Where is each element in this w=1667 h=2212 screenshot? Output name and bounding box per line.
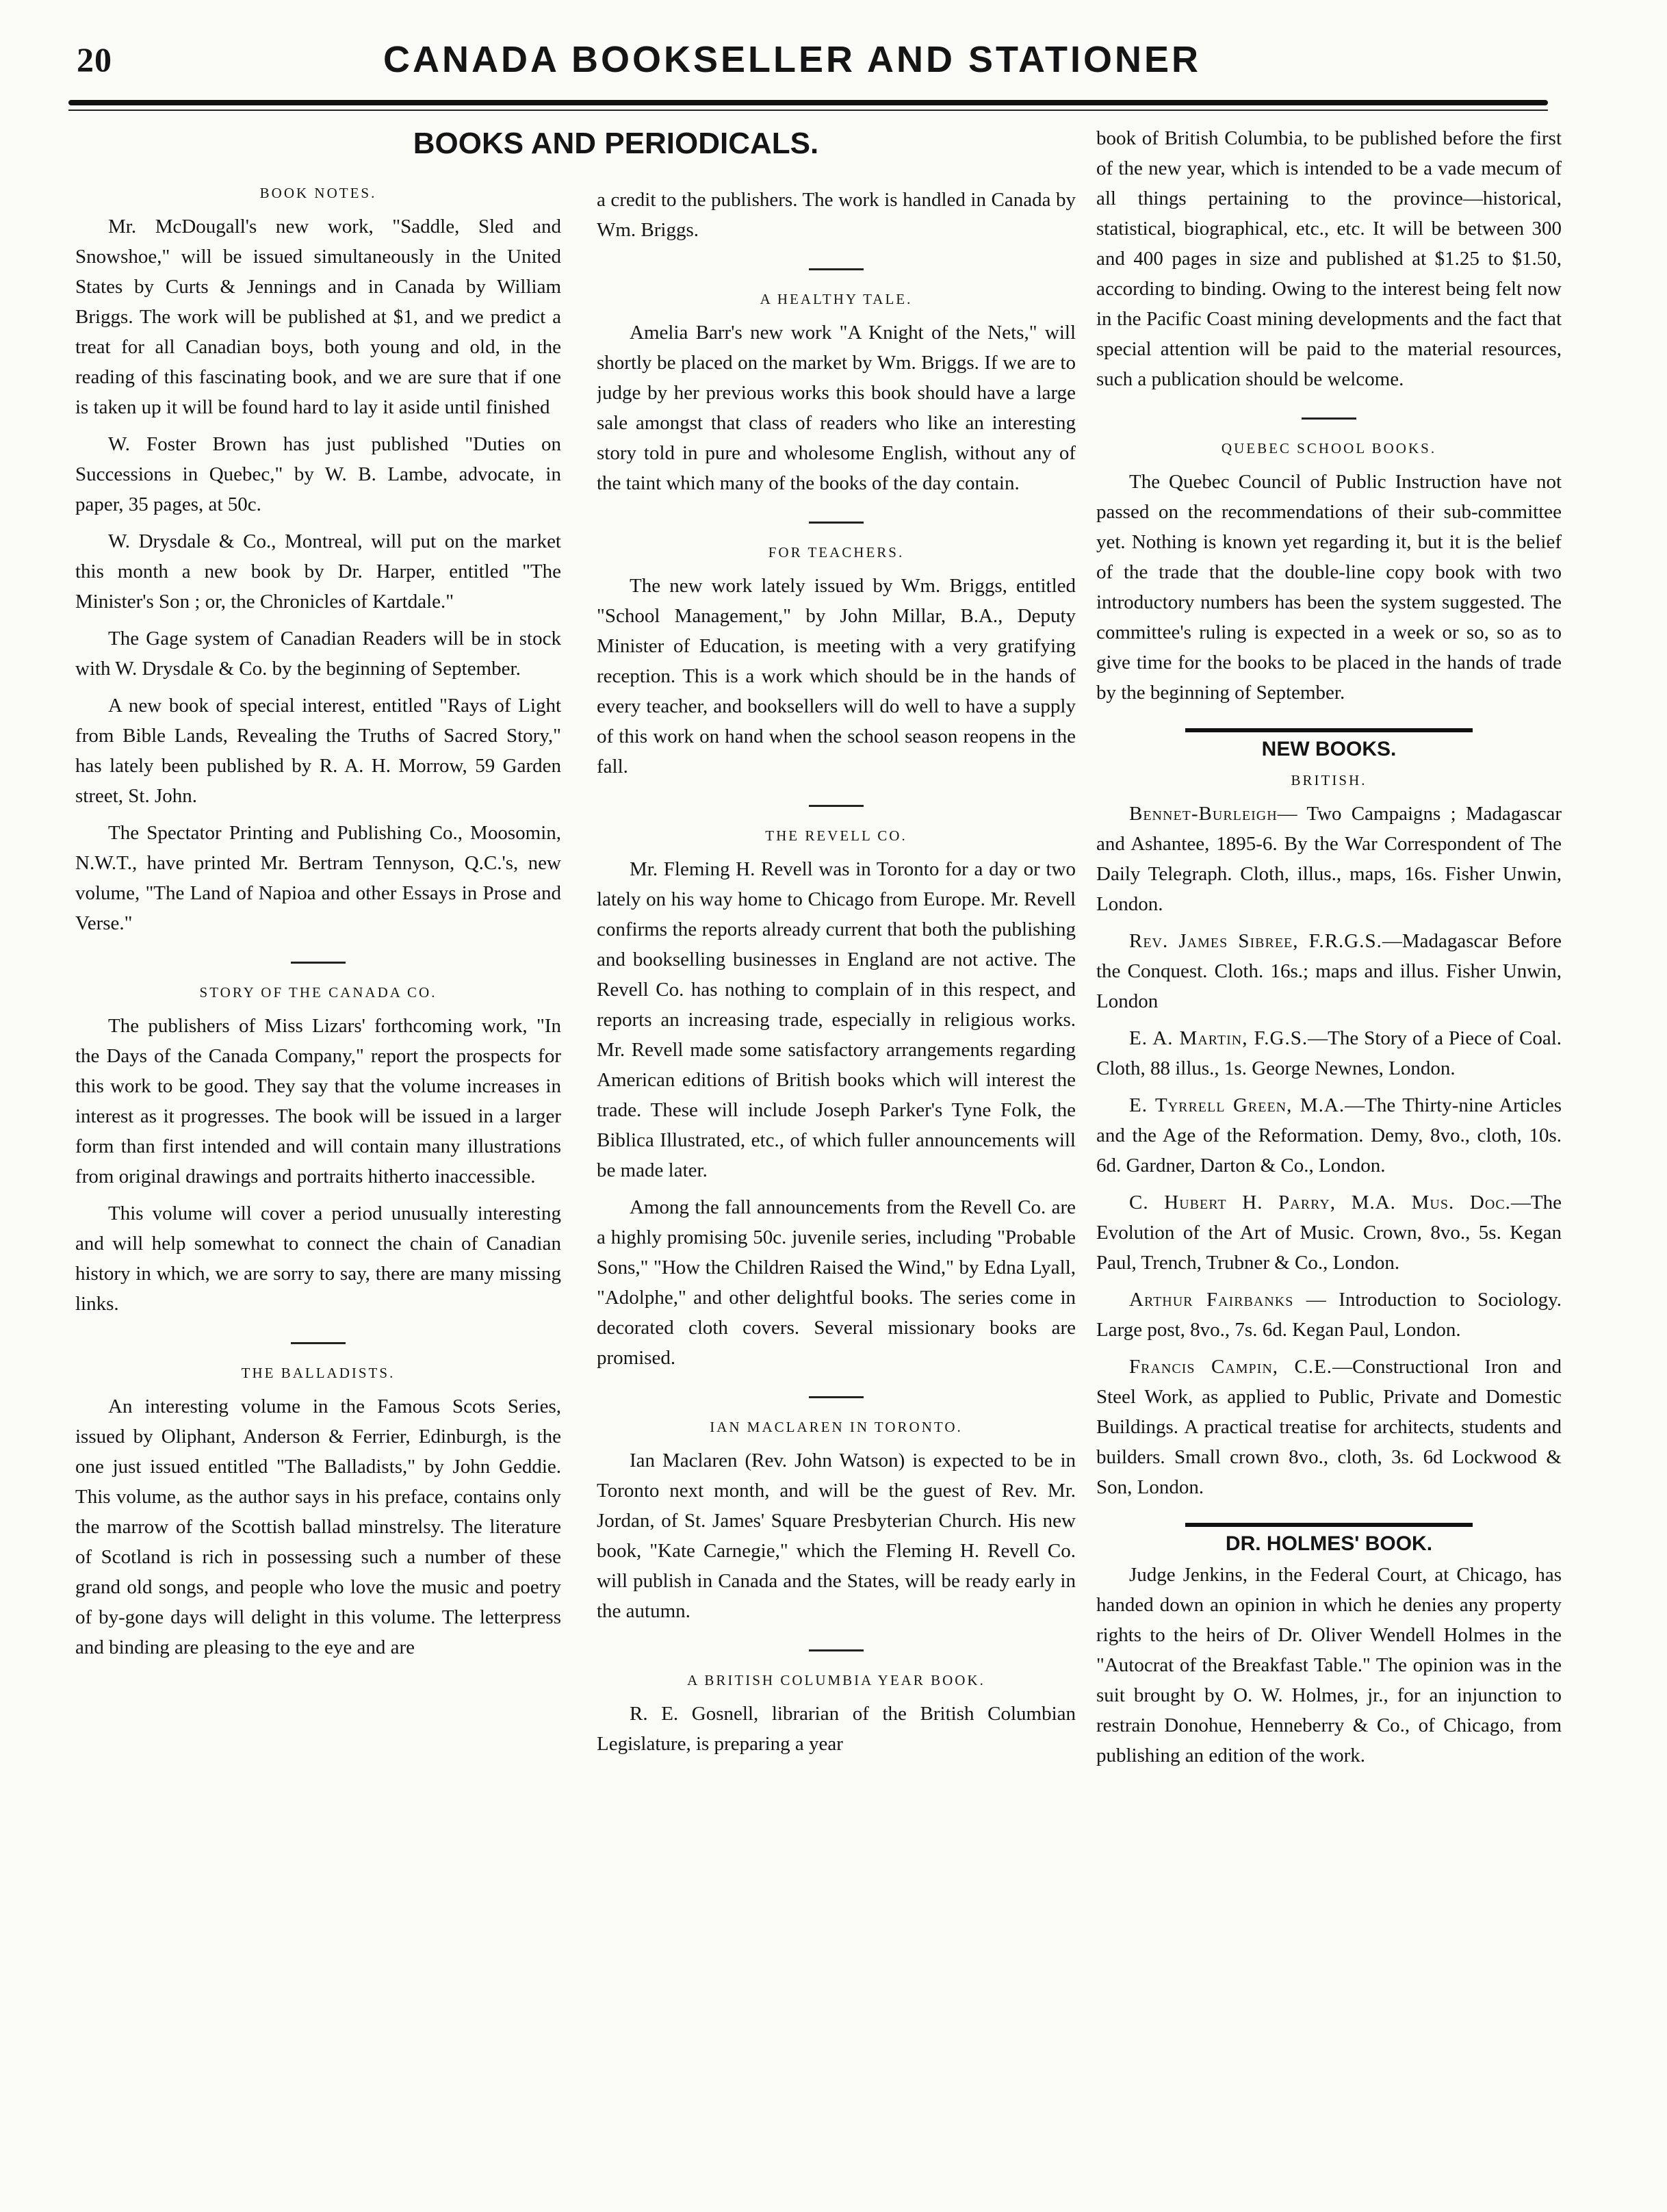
divider [809,1649,864,1651]
book-entry [1096,1090,1562,1181]
paragraph: An interesting volume in the Famous Scots Series, issued by Oliphant, Anderson & Ferrier, Edinburgh, is the one just issued entitled "The Balladists," by John Geddie. This volume, as the author says in his preface, contains only the marrow of the Scottish ballad minstrelsy. The literature of Scotland is rich in possessing such a number of these grand old songs, and people who love the music and poetry of by-gone days will delight in this volume. The letterpress and binding are pleasing to the eye and are [75,1396,561,1658]
book-author: Francis Campin, C.E. [1129,1356,1333,1378]
subhead-book-notes: BOOK NOTES. [259,185,377,201]
subhead-revell: THE REVELL CO. [765,827,907,844]
column-2 [597,185,1076,2178]
paragraph: Amelia Barr's new work "A Knight of the Nets," will shortly be placed on the market by Wm. Briggs. If we are to judge by her previous works this book should have a large sale amongst that class of readers who like an interesting story told in pure and wholesome English, without any of the taint which many of the books of the day contain. [597,322,1076,494]
paragraph: R. E. Gosnell, librarian of the British Columbian Legislature, is preparing a year [597,1703,1076,1755]
subhead-maclaren: IAN MACLAREN IN TORONTO. [710,1419,963,1435]
book-details: —Constructional Iron and Steel Work, as applied to Public, Private and Domestic Buildings. A practical treatise for architects, students and builders. Small crown 8vo., cloth, 3s. 6d Lockwood & Son, London. [1096,1356,1562,1498]
subhead-bc-year-book: A BRITISH COLUMBIA YEAR BOOK. [687,1672,985,1688]
subhead-quebec-school: QUEBEC SCHOOL BOOKS. [1221,440,1437,456]
subhead-for-teachers: FOR TEACHERS. [768,544,905,561]
column-1 [75,185,561,2178]
header-rule-thin [68,110,1548,111]
paragraph: The publishers of Miss Lizars' forthcoming work, "In the Days of the Canada Company," report the prospects for this work to be good. They say that the volume increases in interest as it progresses. The book will be issued in a larger form than first intended and will contain many illustrations from original drawings and portraits hitherto inaccessible. [75,1015,561,1187]
book-details: —The Evolution of the Art of Music. Crown, 8vo., 5s. Kegan Paul, Trench, Trubner & Co., London. [1096,1192,1562,1274]
paragraph-continued: book of British Columbia, to be published before the first of the new year, which is intended to be a vade mecum of all things pertaining to the province—historical, statistical, biographical, etc., etc. It will be between 300 and 400 pages in size and published at $1.25 to $1.50, according to binding. Owing to the interest being felt now in the Pacific Coast mining developments and the fact that special attention will be paid to the material resources, such a publication should be welcome. [1096,127,1562,390]
book-entry [1096,1352,1562,1502]
subhead-canada-co: STORY OF THE CANADA CO. [199,984,437,1001]
book-entry [1096,1023,1562,1083]
divider [291,1342,346,1344]
paragraph: The Quebec Council of Public Instruction have not passed on the recommendations of their sub-committee yet. Nothing is known yet regarding it, but it is the belief of the trade that the double-line copy book with two introductory numbers has been the system suggested. The committee's ruling is expected in a week or so, so as to give time for the books to be placed in the hands of trade by the beginning of September. [1096,471,1562,704]
book-author: E. A. Martin, F.G.S. [1129,1027,1308,1049]
column-3 [1096,123,1562,2178]
book-entry [1096,1285,1562,1345]
book-details: —Madagascar Before the Conquest. Cloth. 16s.; maps and illus. Fisher Unwin, London [1096,930,1562,1012]
header-rule [68,100,1548,105]
book-details: —The Story of a Piece of Coal. Cloth, 88 illus., 1s. George Newnes, London. [1096,1027,1562,1079]
book-entry [1096,1187,1562,1278]
paragraph: Judge Jenkins, in the Federal Court, at Chicago, has handed down an opinion in which he denies any property rights to the heirs of Dr. Oliver Wendell Holmes in the "Autocrat of the Breakfast Table." The opinion was in the suit brought by O. W. Holmes, jr., for an injunction to restrain Donohue, Henneberry & Co., of Chicago, from publishing an edition of the work. [1096,1564,1562,1766]
book-entry [1096,926,1562,1016]
book-author: Rev. James Sibree, F.R.G.S. [1129,930,1382,952]
divider [809,268,864,270]
paragraph: The Spectator Printing and Publishing Co., Moosomin, N.W.T., have printed Mr. Bertram Tennyson, Q.C.'s, new volume, "The Land of Napioa and other Essays in Prose and Verse." [75,822,561,934]
subhead-healthy-tale: A HEALTHY TALE. [760,291,913,307]
paragraph: The new work lately issued by Wm. Briggs, entitled "School Management," by John Millar, B.A., Deputy Minister of Education, is meeting with a very gratifying reception. This is a work which should be in the hands of every teacher, and booksellers will do well to have a supply of this work on hand when the school season reopens in the fall. [597,575,1076,777]
book-entry [1096,799,1562,919]
book-details: — Introduction to Sociology. Large post, 8vo., 7s. 6d. Kegan Paul, London. [1096,1289,1562,1341]
book-author: Arthur Fairbanks [1129,1289,1294,1311]
paragraph: This volume will cover a period unusually interesting and will help somewhat to connect the chain of Canadian history in which, we are sorry to say, there are many missing links. [75,1203,561,1315]
book-author: C. Hubert H. Parry, M.A. Mus. Doc. [1129,1192,1511,1213]
masthead: CANADA BOOKSELLER AND STATIONER [383,39,1201,80]
page-number: 20 [77,40,112,79]
paragraph: The Gage system of Canadian Readers will be in stock with W. Drysdale & Co. by the beginning of September. [75,628,561,680]
paragraph: Mr. Fleming H. Revell was in Toronto for a day or two lately on his way home to Chicago from Europe. Mr. Revell confirms the reports already current that both the publishing and bookselling businesses in England are not active. The Revell Co. has nothing to complain of in this respect, and reports an increasing trade, especially in religious works. Mr. Revell made some satisfactory arrangements regarding American editions of British books which will interest the trade. These will include Joseph Parker's Tyne Folk, the Biblica Illustrated, etc., of which fuller announcements will be made later. [597,858,1076,1181]
divider [809,1396,864,1398]
book-details: —The Thirty-nine Articles and the Age of the Reformation. Demy, 8vo., cloth, 10s. 6d. Gardner, Darton & Co., London. [1096,1094,1562,1176]
section-title: BOOKS AND PERIODICALS. [413,127,819,160]
heading-holmes: DR. HOLMES' BOOK. [1185,1523,1473,1556]
paragraph: W. Drysdale & Co., Montreal, will put on the market this month a new book by Dr. Harper, entitled "The Minister's Son ; or, the Chronicles of Kartdale." [75,530,561,613]
book-author: Bennet-Burleigh [1129,803,1278,825]
paragraph-continued: a credit to the publishers. The work is handled in Canada by Wm. Briggs. [597,189,1076,241]
paragraph: W. Foster Brown has just published "Duties on Successions in Quebec," by W. B. Lambe, advocate, in paper, 35 pages, at 50c. [75,433,561,515]
paragraph: A new book of special interest, entitled "Rays of Light from Bible Lands, Revealing the Truths of Sacred Story," has lately been published by R. A. H. Morrow, 59 Garden street, St. John. [75,695,561,807]
paragraph: Mr. McDougall's new work, "Saddle, Sled and Snowshoe," will be issued simultaneously in the United States by Curts & Jennings and in Canada by William Briggs. The work will be published at $1, and we predict a treat for all Canadian boys, both young and old, in the reading of this fascinating book, and we are sure that if one is taken up it will be found hard to lay it aside until finished [75,216,561,418]
book-details: — Two Campaigns ; Madagascar and Ashantee, 1895-6. By the War Correspondent of The Daily Telegraph. Cloth, illus., maps, 16s. Fisher Unwin, London. [1096,803,1562,915]
subhead-balladists: THE BALLADISTS. [241,1365,396,1381]
book-author: E. Tyrrell Green, M.A. [1129,1094,1345,1116]
divider [809,522,864,524]
divider [291,962,346,964]
divider [809,805,864,807]
divider [1302,417,1356,420]
paragraph: Ian Maclaren (Rev. John Watson) is expected to be in Toronto next month, and will be the guest of Rev. Mr. Jordan, of St. James' Square Presbyterian Church. His new book, "Kate Carnegie," which the Fleming H. Revell Co. will publish in Canada and the States, will be ready early in the autumn. [597,1450,1076,1622]
paragraph: Among the fall announcements from the Revell Co. are a highly promising 50c. juvenile series, including "Probable Sons," "How the Children Raised the Wind," by Edna Lyall, "Adolphe," and other delightful books. The series come in decorated cloth covers. Several missionary books are promised. [597,1196,1076,1369]
subhead-british: BRITISH. [1291,772,1367,788]
heading-new-books: NEW BOOKS. [1185,728,1473,761]
